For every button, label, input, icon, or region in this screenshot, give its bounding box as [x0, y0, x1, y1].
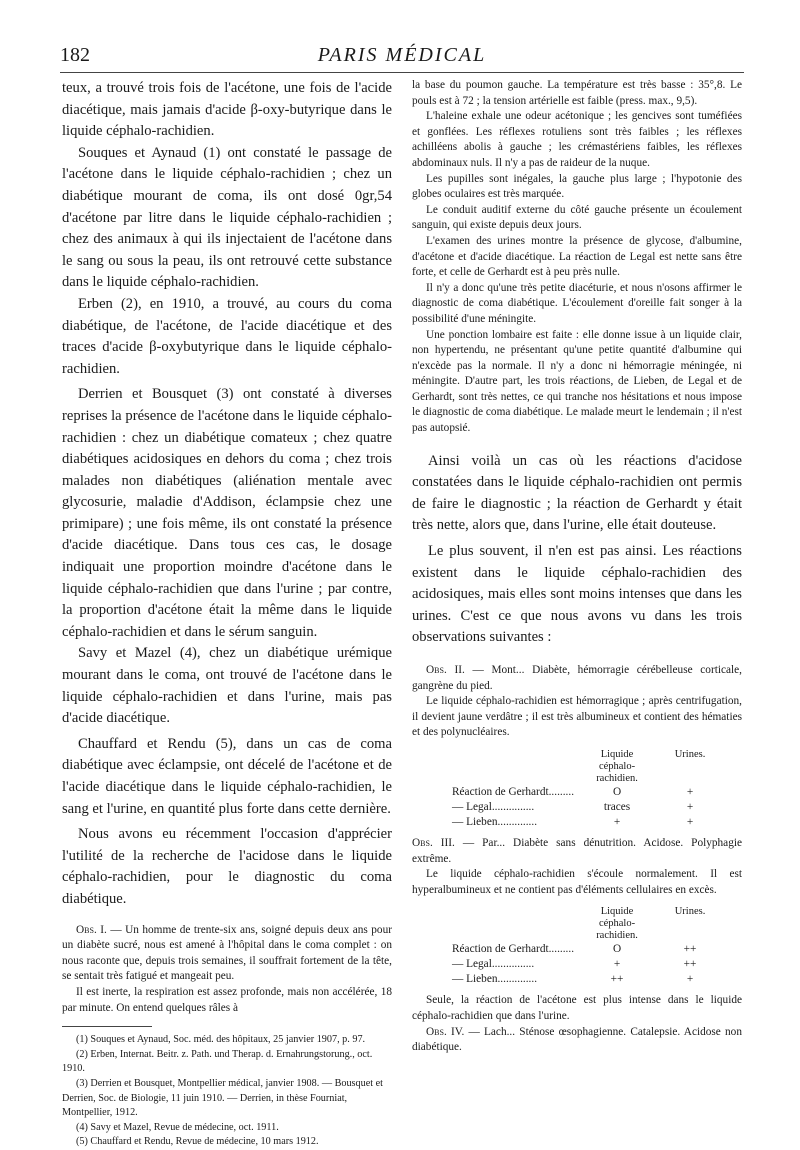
urine-value: ++ [683, 958, 697, 971]
urine-value: ++ [683, 943, 697, 956]
table-header-row [448, 749, 724, 785]
table-row [448, 800, 724, 815]
observation-3-title [412, 836, 742, 867]
reaction-table-obs2 [448, 749, 724, 830]
table-row [448, 957, 724, 972]
urine-value: + [686, 800, 694, 813]
reaction-label: Réaction de Gerhardt......... [452, 943, 575, 956]
header-rule [60, 72, 744, 73]
obs-title: — Mont... Diabète, hémorragie cérébelleuse corticale, gangrène du pied. [412, 664, 742, 692]
journal-title: PARIS MÉDICAL [317, 44, 487, 66]
observation-1-cont: Il est inerte, la respiration est assez profonde, mais non accélérée, 18 par minute. On entend quelques râles à [62, 985, 392, 1014]
col-header-csf: Liquide céphalo-rachidien. [596, 906, 638, 942]
reaction-table-obs3 [448, 906, 724, 987]
reaction-label: — Lieben.............. [452, 815, 538, 828]
table-row [448, 815, 724, 830]
paragraph: Derrien et Bousquet (3) ont constaté à diverses reprises la présence de l'acétone dans le liquide céphalo-rachidien : chez un diabétique comateux ; chez quatre diabétiques acidosiques en dehors du coma ; chez trois malades non diabétiques (aliénation mentale avec glycosurie, maladie d'Addison, éclampsie chez une primipare) ; une fois même, ils ont constaté la présence d'acide diacétique. Dans tous ces cas, le dosage indiquait une proportion moindre d'acétone dans le liquide céphalo-rachidien que dans l'urine ; par contre, la proportion d'acétone était la même dans le liquide céphalo-rachidien et dans le sérum sanguin. [62, 386, 392, 640]
col-header-csf: Liquide céphalo-rachidien. [596, 748, 638, 784]
table-commentary: Seule, la réaction de l'acétone est plus intense dans le liquide céphalo-rachidien que dans l'urine. [412, 994, 742, 1022]
table-row [448, 972, 724, 987]
paragraph: Le plus souvent, il n'en est pas ainsi. Les réactions existent dans le liquide céphalo-rachidien des acidosiques, mais elles sont moins intenses que dans les urines. C'est ce que nous avons vu dans les trois observations suivantes : [412, 543, 742, 646]
observation-3-text: Le liquide céphalo-rachidien s'écoule normalement. Il est hyperalbumineux et ne contient pas d'éléments cellulaires en excès. [412, 868, 742, 896]
col-header-urine: Urines. [674, 748, 706, 760]
paragraph: Souques et Aynaud (1) ont constaté le passage de l'acétone dans le liquide céphalo-rachidien ; chez un diabétique mourant de coma, ils ont dosé 0gr,54 d'acétone par litre dans le liquide céphalo-rachidien ; chez des animaux à qui ils injectaient de l'acétone dans le sang ou sous la peau, ils ont retrouvé cette substance dans le liquide céphalo-rachidien. [62, 144, 392, 291]
right-column [412, 78, 742, 1056]
observation-2-text: Le liquide céphalo-rachidien est hémorragique ; après centrifugation, il devient jaune verdâtre ; il est très albumineux et contient des hématies et des polynucléaires. [412, 695, 742, 739]
csf-value: + [613, 958, 621, 971]
csf-value: O [612, 785, 622, 798]
obs-label: Obs. II. [426, 664, 465, 676]
paragraph: Nous avons eu récemment l'occasion d'apprécier l'utilité de la recherche de l'acidose dans le liquide céphalo-rachidien, pour le diagnostic du coma diabétique. [62, 826, 392, 907]
footnote: (4) Savy et Mazel, Revue de médecine, oct. 1911. [76, 1121, 279, 1133]
observation-4-title [412, 1025, 742, 1056]
reaction-label: Réaction de Gerhardt......... [452, 785, 575, 798]
urine-value: + [686, 815, 694, 828]
footnote: (2) Erben, Internat. Beitr. z. Path. und Therap. d. Ernahrungstorung., oct. 1910. [62, 1048, 373, 1075]
paragraph: Erben (2), en 1910, a trouvé, au cours du coma diabétique, de l'acétone, de l'acide diacétique et des traces d'acide β-oxybutyrique dans le liquide céphalo-rachidien. [62, 295, 392, 377]
observation-1 [62, 923, 392, 985]
obs-label: Obs. I. [76, 923, 107, 936]
table-row [448, 785, 724, 800]
csf-value: ++ [610, 973, 624, 986]
obs-title: — Lach... Sténose œsophagienne. Catalepsie. Acidose non diabétique. [412, 1025, 742, 1054]
obs1-paragraph: Il n'y a donc qu'une très petite diacéturie, et nous n'osons affirmer le diagnostic de coma diabétique. L'écoulement d'oreille fait songer à la possibilité d'une méningite. [412, 281, 742, 325]
footnote: (5) Chauffard et Rendu, Revue de médecine, 10 mars 1912. [76, 1136, 319, 1148]
obs1-paragraph: L'haleine exhale une odeur acétonique ; les gencives sont tuméfiées et gonflées. Les réflexes rotuliens sont très faibles ; les réflexes achilléens abolis à gauche ; les crémastériens faibles, les réflexes abdominaux nuls. Il n'y a pas de raideur de la nuque. [412, 110, 742, 169]
reaction-label: — Legal............... [452, 800, 535, 813]
obs-label: Obs. III. [412, 836, 455, 849]
obs1-paragraph: Les pupilles sont inégales, la gauche plus large ; l'hypotonie des globes oculaires est très marquée. [412, 172, 742, 201]
obs-label: Obs. IV. [426, 1025, 465, 1038]
urine-value: + [686, 785, 694, 798]
page-header [60, 44, 744, 74]
left-column [62, 78, 392, 1150]
reaction-label: — Lieben.............. [452, 973, 538, 986]
csf-value: traces [603, 800, 631, 813]
observation-2-title [412, 663, 742, 694]
footnote: (3) Derrien et Bousquet, Montpellier médical, janvier 1908. — Bousquet et Derrien, Soc. de Biologie, 11 juin 1910. — Derrien, in thèse Fourniat, Montpellier, 1912. [62, 1077, 383, 1119]
csf-value: + [613, 815, 621, 828]
page-number: 182 [60, 44, 90, 66]
obs1-paragraph: la base du poumon gauche. La température est très basse : 35°,8. Le pouls est à 72 ; la tension artérielle est faible (press. max., 9,5). [412, 79, 742, 107]
obs1-paragraph: Le conduit auditif externe du côté gauche présente un écoulement sanguin, qui existe depuis deux jours. [412, 203, 742, 232]
paragraph: Chauffard et Rendu (5), dans un cas de coma diabétique avec éclampsie, ont décelé de l'acétone et de l'acide diacétique dans le liquide céphalo-rachidien, le sang et l'urine, en quantité plus forte dans cette dernière. [62, 735, 392, 817]
csf-value: O [612, 943, 622, 956]
obs-title: — Par... Diabète sans dénutrition. Acidose. Polyphagie extrême. [412, 836, 742, 865]
obs-text: — Un homme de trente-six ans, soigné depuis deux ans pour un diabète sucré, nous est amené à l'hôpital dans le coma complet : on nous raconte que, depuis trois semaines, il souffrait fortement de la tête, se sentait très fatigué et mangeait peu. [62, 923, 392, 983]
footnote: (1) Souques et Aynaud, Soc. méd. des hôpitaux, 25 janvier 1907, p. 97. [76, 1034, 366, 1046]
col-header-urine: Urines. [674, 906, 706, 918]
reaction-label: — Legal............... [452, 958, 535, 971]
paragraph: Savy et Mazel (4), chez un diabétique urémique mourant dans le coma, ont trouvé de l'acétone dans le liquide céphalo-rachidien et dans l'urine, mais pas d'acide diacétique. [62, 645, 392, 727]
paragraph: teux, a trouvé trois fois de l'acétone, une fois de l'acide diacétique, mais jamais d'acide β-oxy-butyrique dans le liquide céphalo-rachidien. [62, 80, 392, 140]
obs1-paragraph: L'examen des urines montre la présence de glycose, d'albumine, d'acétone et d'acide diacétique. La réaction de Legal est nette sans être forte, et celle de Gerhardt est à peu près nulle. [412, 234, 742, 279]
paragraph: Ainsi voilà un cas où les réactions d'acidose constatées dans le liquide céphalo-rachidien ont permis de faire le diagnostic ; la réaction de Gerhardt y était très nette, alors que, dans l'urine, elle était douteuse. [412, 452, 742, 534]
obs1-paragraph: Une ponction lombaire est faite : elle donne issue à un liquide clair, non hypertendu, ne présentant qu'une petite quantité d'albumine qui n'excède pas la normale. Il n'y a donc ni hémorragie méningée, ni méningite. D'autre part, les trois réactions, de Lieben, de Legal et de Gerhardt, sont très nettes, ce qui tranche nos hésitations et nous impose le diagnostic de coma diabétique. Le malade meurt le lendemain ; il n'est pas autopsié. [412, 328, 742, 435]
table-header-row [448, 906, 724, 942]
table-row [448, 942, 724, 957]
footnote-rule [62, 1026, 152, 1027]
urine-value: + [686, 973, 694, 986]
